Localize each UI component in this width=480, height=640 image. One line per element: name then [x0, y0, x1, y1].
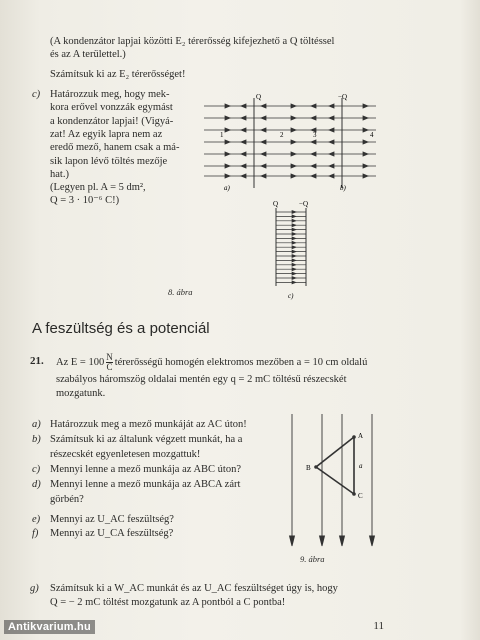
page-number: 11 — [373, 620, 384, 632]
item-text: Mennyi az U_AC feszültség? — [50, 514, 174, 525]
field-arrow — [292, 250, 296, 253]
figure-8ab — [200, 90, 380, 200]
field-arrow — [329, 164, 334, 168]
field-arrow — [311, 140, 316, 144]
field-arrow — [292, 215, 296, 218]
figure-9 — [284, 412, 384, 552]
part-c-line: Határozzuk meg, hogy mek- — [50, 89, 170, 100]
field-arrow — [225, 140, 230, 144]
field-arrow — [291, 116, 296, 120]
item-text: Mennyi lenne a mező munkája az ABCA zárt — [50, 479, 241, 490]
field-arrow — [291, 174, 296, 178]
field-arrow — [292, 255, 296, 258]
field-arrow — [261, 174, 266, 178]
field-arrow — [363, 128, 368, 132]
item-text: Mennyi lenne a mező munkája az ABC úton? — [50, 464, 241, 475]
field-arrow — [329, 116, 334, 120]
part-c-line: eredő mező, hanem csak a má- — [50, 142, 180, 154]
figure-8c — [262, 198, 322, 302]
field-arrow — [311, 104, 316, 108]
field-arrow — [363, 174, 368, 178]
fig8-region-2: 2 — [280, 131, 284, 139]
field-arrow — [292, 228, 296, 231]
field-arrow — [292, 272, 296, 275]
field-arrow — [225, 174, 230, 178]
top-line-3: Számítsuk ki az E₂ térerősséget! — [50, 69, 186, 80]
field-arrow — [225, 128, 230, 132]
field-arrow — [311, 174, 316, 178]
part-c-line: Q = 3 · 10⁻⁶ C!) — [50, 195, 120, 207]
field-arrow — [261, 152, 266, 156]
field-arrow — [241, 174, 246, 178]
section-title: A feszültség és a potenciál — [32, 320, 210, 337]
field-arrow — [291, 128, 296, 132]
point-C: C — [358, 492, 363, 500]
field-arrow — [329, 174, 334, 178]
field-arrow — [292, 277, 296, 280]
fig8-a-plate-label: Q — [256, 93, 262, 101]
top-line-2: és az A területtel.) — [50, 49, 126, 60]
fig8-b-plate-label: −Q — [338, 93, 348, 101]
field-arrow — [225, 164, 230, 168]
part-c-line: sik lapon lévő töltés mezője — [50, 155, 168, 167]
field-arrow — [261, 140, 266, 144]
top-line-1: (A kondenzátor lapjai közötti E₂ térerősség kifejezhető a Q töltéssel — [50, 36, 335, 47]
field-arrow — [292, 263, 296, 266]
field-arrow — [241, 152, 246, 156]
part-c-line: hat.) — [50, 168, 69, 180]
point-B: B — [306, 464, 311, 472]
field-arrow — [225, 104, 230, 108]
item-label: f) — [32, 528, 39, 539]
problem-line-2: szabályos háromszög oldalai mentén egy q = 2 mC töltésű részecskét — [56, 374, 347, 385]
field-arrow — [329, 104, 334, 108]
item-label: c) — [32, 464, 41, 475]
item-label: e) — [32, 514, 41, 525]
field-arrow — [241, 164, 246, 168]
item-g-line-1: Számítsuk ki a W_AC munkát és az U_AC feszültséget úgy is, hogy — [50, 583, 338, 594]
fig8-sub-b: b) — [340, 184, 346, 192]
item-label: a) — [32, 419, 41, 430]
field-arrow — [261, 128, 266, 132]
item-label: b) — [32, 434, 41, 445]
fig8-region-4: 4 — [370, 131, 374, 139]
item-text: részecskét egyenletesen mozgattuk! — [50, 449, 201, 460]
field-arrow — [363, 164, 368, 168]
problem-intro — [56, 353, 367, 372]
field-arrow — [320, 536, 325, 546]
field-arrow — [329, 140, 334, 144]
field-arrow — [292, 241, 296, 244]
unit-fraction — [106, 353, 113, 372]
fig8-region-3: 3 — [313, 131, 317, 139]
part-c-line: zat! Az egyik lapra nem az — [50, 128, 163, 140]
part-c-label: c) — [32, 89, 41, 100]
field-arrow — [241, 104, 246, 108]
frac-den: C — [106, 362, 113, 372]
watermark: Antikvarium.hu — [4, 620, 95, 634]
fig8-sub-c: c) — [288, 292, 294, 300]
field-arrow — [363, 140, 368, 144]
side-a: a — [359, 462, 363, 470]
fig9-caption: 9. ábra — [300, 554, 325, 564]
field-arrow — [261, 104, 266, 108]
field-arrow — [261, 164, 266, 168]
part-c-line: kora erővel vonzzák egymást — [50, 102, 173, 114]
field-arrow — [292, 268, 296, 271]
field-arrow — [292, 224, 296, 227]
field-arrow — [291, 164, 296, 168]
intro-part-a: Az E = 100 — [56, 356, 105, 368]
field-arrow — [292, 211, 296, 214]
point-A: A — [358, 432, 364, 440]
field-arrow — [225, 116, 230, 120]
field-arrow — [241, 128, 246, 132]
field-arrow — [291, 104, 296, 108]
field-arrow — [340, 536, 345, 546]
part-c-line: (Legyen pl. A = 5 dm², — [50, 182, 146, 194]
field-arrow — [311, 164, 316, 168]
field-arrow — [329, 152, 334, 156]
field-arrow — [292, 281, 296, 284]
intro-part-b: térerősségű homogén elektromos mezőben a = 10 cm oldalú — [114, 356, 368, 368]
field-arrow — [292, 237, 296, 240]
item-g-line-2: Q = − 2 mC töltést mozgatunk az A pontból a C pontba! — [50, 597, 286, 608]
item-text: Határozzuk meg a mező munkáját az AC úton! — [50, 419, 247, 430]
frac-num: N — [106, 352, 113, 362]
problem-line-3: mozgatunk. — [56, 388, 106, 399]
field-arrow — [311, 116, 316, 120]
field-arrow — [292, 259, 296, 262]
item-text: Mennyi az U_CA feszültség? — [50, 528, 174, 539]
field-arrow — [329, 128, 334, 132]
field-arrow — [261, 116, 266, 120]
field-arrow — [241, 116, 246, 120]
field-arrow — [225, 152, 230, 156]
fig8c-right-label: −Q — [299, 200, 309, 208]
field-arrow — [370, 536, 375, 546]
field-arrow — [291, 140, 296, 144]
item-label: d) — [32, 479, 41, 490]
field-arrow — [292, 246, 296, 249]
field-arrow — [363, 104, 368, 108]
item-g-label: g) — [30, 583, 39, 594]
field-arrow — [363, 116, 368, 120]
fig8-sub-a: a) — [224, 184, 230, 192]
item-text: Számítsuk ki az általunk végzett munkát, ha a — [50, 434, 243, 445]
fig8-region-1: 1 — [220, 131, 224, 139]
part-c-line: a kondenzátor lapjai! (Vigyá- — [50, 115, 174, 127]
problem-number: 21. — [30, 355, 44, 367]
fig8-caption: 8. ábra — [168, 287, 193, 297]
field-arrow — [292, 233, 296, 236]
field-arrow — [290, 536, 295, 546]
item-text: görbén? — [50, 494, 84, 505]
fig8c-left-label: Q — [273, 200, 279, 208]
field-arrow — [292, 219, 296, 222]
field-arrow — [311, 152, 316, 156]
field-arrow — [241, 140, 246, 144]
field-arrow — [291, 152, 296, 156]
field-arrow — [363, 152, 368, 156]
